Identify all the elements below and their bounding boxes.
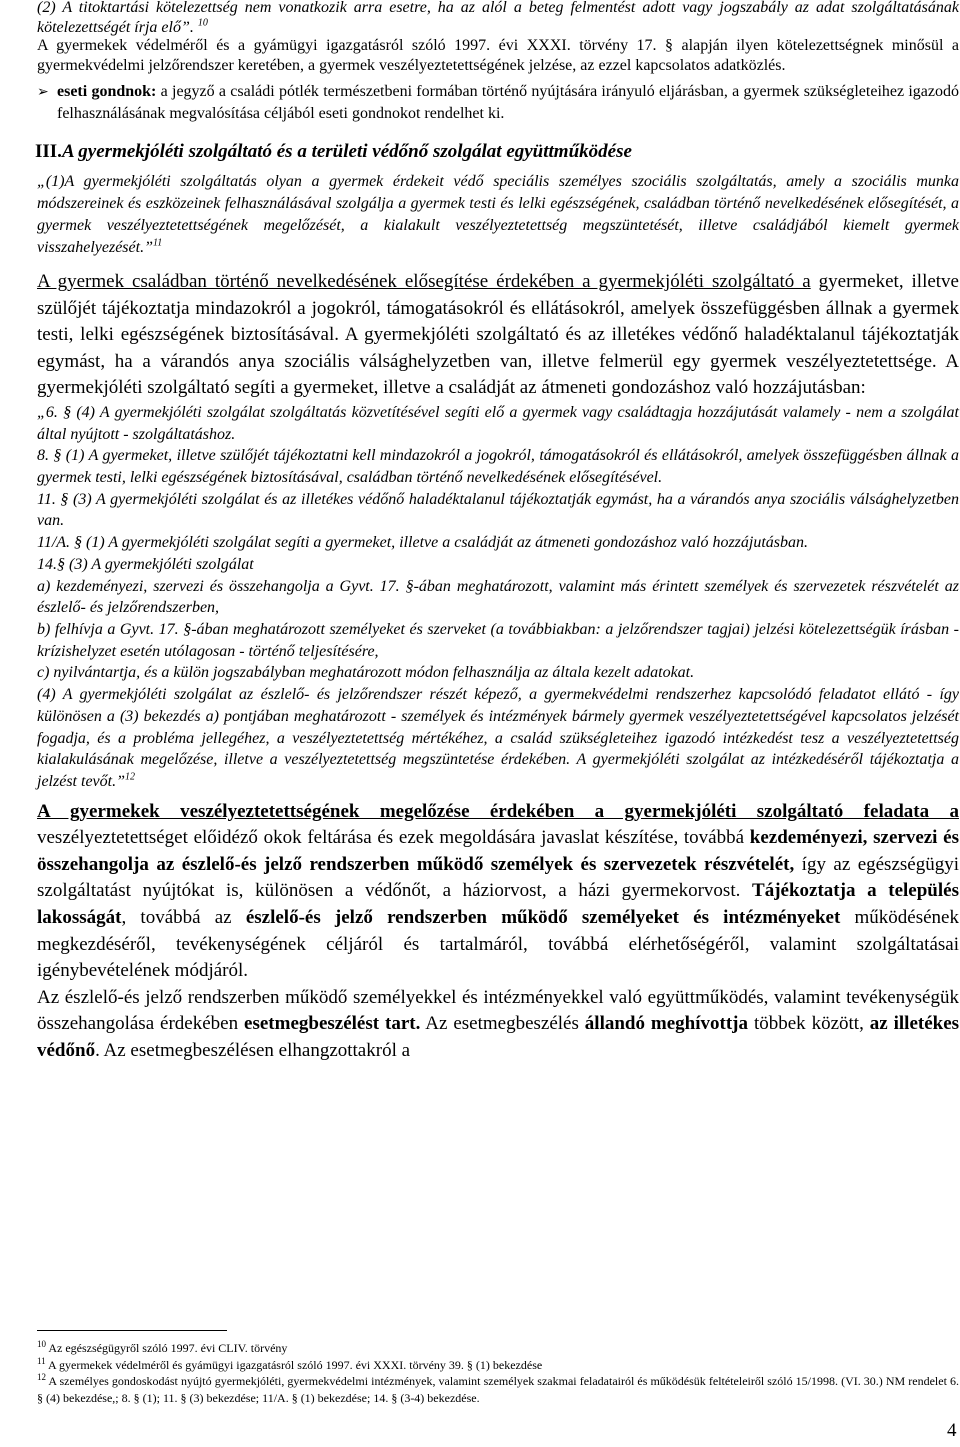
paragraph-prevention — [37, 799, 959, 985]
intro-quote-text: (2) A titoktartási kötelezettség nem vonatkozik arra esetre, ha az alól a beteg felmentést adott vagy jogszabály az adat szolgáltatásának kötelezettségét írja elő”. — [37, 0, 959, 36]
paragraph-bold: az illetékes védőnő — [37, 1013, 960, 1061]
paragraph-text: Az esetmegbeszélés — [420, 1013, 585, 1035]
footnote-number: 10 — [37, 1339, 46, 1349]
footnote-text: A személyes gondoskodást nyújtó gyermekjóléti, gyermekvédelmi intézmények, valamint személyek szakmai feladatairól és működésük feltételeiről szóló 15/1998. (VI. 30.) NM rendelet 6. § (4) bekezdése,; 8. § (1); 11. § (3) bekezdése; 11/A. § (1) bekezdése; 14. § (3-4) bekezdése. — [37, 1374, 960, 1405]
paragraph-text: így az egészségügyi szolgáltatást nyújtókat is, különösen a védőnőt, a háziorvost, a házi gyermekorvost. — [37, 853, 959, 902]
bullet-term: eseti gondnok: — [57, 83, 157, 100]
law-paragraph: 11/A. § (1) A gyermekjóléti szolgálat segíti a gyermeket, illetve a családját az átmeneti gondozáshoz való hozzájutásban. — [37, 534, 809, 552]
paragraph-bold: kezdeményezi, szervezi és összehangolja az észlelő-és jelző rendszerben működő személyek és szervezetek részvételét, — [37, 827, 959, 875]
paragraph-bold: észlelő-és jelző rendszerben működő személyeket és intézményeket — [245, 907, 841, 928]
law-paragraph: a) kezdeményezi, szervezi és összehangolja a Gyvt. 17. §-ában meghatározott, valamint más érintett személyek és szervezetek részvételét az észlelő- és jelzőrendszerben, — [37, 577, 959, 617]
law-quote-text: „(1)A gyermekjóléti szolgáltatás olyan a gyermek érdekeit védő speciális személyes szociális szolgáltatás, amely a szociális munka módszereinek és eszközeinek felhasználásával szolgálja a gyermek testi és lelki egészségének, családban történő nevelkedésének elősegítését, a gyermek veszélyeztetettségének megelőzését, a kialakult veszélyeztetettség megszüntetését, illetve családjából kiemelt gyermek visszahelyezését.” — [37, 173, 959, 256]
law-paragraph: b) felhívja a Gyvt. 17. §-ában meghatározott személyeket és szerveket (a továbbiakban: a jelzőrendszer tagjai) jelzési kötelezettségük írásban - krízishelyzet esetén utólagosan - történő teljesítésére, — [37, 621, 959, 660]
paragraph-lead: A gyermek családban történő nevelkedésének elősegítése érdekében a gyermekjóléti szolgáltató a — [37, 271, 811, 292]
section-number: III. — [35, 141, 62, 162]
bullet-item — [37, 81, 959, 125]
law-paragraph: 14.§ (3) A gyermekjóléti szolgálat — [37, 555, 254, 573]
section-title: A gyermekjóléti szolgáltató és a területi védőnő szolgálat együttműködése — [61, 141, 632, 162]
bullet-text: a jegyző a családi pótlék természetbeni formában történő nyújtására irányuló eljárásban, a gyermek szükségleteihez igazodó felhasználásának megvalósítása céljából eseti gondnokot rendelhet ki. — [57, 83, 960, 122]
footnote-text: A gyermekek védelméről és gyámügyi igazgatásról szóló 1997. évi XXXI. törvény 39. § (1) bekezdése — [48, 1357, 543, 1372]
footnote-number: 12 — [37, 1372, 46, 1383]
intro-paragraph-text: A gyermekek védelméről és a gyámügyi igazgatásról szóló 1997. évi XXXI. törvény 17. § alapján ilyen kötelezettségnek minősül a gyermekvédelmi jelzőrendszer keretében, a gyermek veszélyeztetettségének jelzése, az ezzel kapcsolatos adatközlés. — [37, 37, 959, 74]
law-quote — [37, 171, 959, 259]
footnote-separator — [37, 1330, 227, 1331]
law-paragraph: c) nyilvántartja, és a külön jogszabályban meghatározott módon felhasználja az általa kezelt adatokat. — [37, 664, 695, 682]
law-paragraph: „6. § (4) A gyermekjóléti szolgálat szolgáltatás közvetítésével segíti elő a gyermek vagy családtagja hozzájutását valamely - nem a szolgálat által nyújtott - szolgáltatáshoz. — [37, 403, 959, 443]
law-paragraph-text: (4) A gyermekjóléti szolgálat az észlelő- és jelzőrendszer részét képező, a gyermekvédelmi rendszerhez kapcsolódó feladatot ellátó - így különösen a (3) bekezdés a) pontjában meghatározott - személyek és intézmények bármely gyermek veszélyeztetettségével kapcsolatos jelzését fogadja, és a probléma jellegéhez, a veszélyeztetettség mértékéhez, a család szükségleteihez igazodó intézkedést tesz a veszélyeztetettség kialakulásának megelőzése, illetve a veszélyeztetettség megszüntetése érdekében. A gyermekjóléti szolgálat az intézkedéséről tájékoztatja a jelzést tevőt.” — [37, 686, 959, 790]
law-paragraph: 11. § (3) A gyermekjóléti szolgálat és az illetékes védőnő haladéktalanul tájékoztatják egymást, ha a várandós anya szociális válsághelyzetben van. — [37, 490, 959, 530]
paragraph-text: gyermeket, illetve szülőjét tájékoztatja mindazokról a jogokról, támogatásokról és ellátásokról, amelyek összefüggésben állnak a gyermek testi, lelki egészségének biztosításával. A gyermekjóléti szolgáltató és az illetékes védőnő haladéktalanul tájékoztatják egymást, ha a várandós anya szociális válsághelyzetben van, illetve felmerül egy gyermek veszélyeztetettsége. A gyermekjóléti szolgáltató segíti a gyermeket, illetve a családját az átmeneti gondozáshoz való hozzájutásban: — [37, 271, 959, 399]
paragraph-family-support — [37, 269, 959, 402]
paragraph-bold: állandó meghívottja — [584, 1013, 749, 1035]
paragraph-text: . Az esetmegbeszélésen elhangzottakról a — [95, 1039, 411, 1061]
arrow-bullet-icon: ➢ — [37, 84, 49, 100]
footnote-number: 11 — [37, 1355, 46, 1366]
footnote-text: Az egészségügyről szóló 1997. évi CLIV. törvény — [48, 1341, 288, 1355]
paragraph-text: működésének megkezdéséről, tevékenységének céljáról és tartalmáról, továbbá elérhetőségéről, valamint szolgáltatásai igénybevételének módjáról. — [37, 907, 959, 982]
paragraph-text: Az észlelő-és jelző rendszerben működő személyekkel és intézményekkel való együttműködés, valamint tevékenységük összehangolása érdekében — [37, 986, 959, 1035]
paragraph-bold: Tájékoztatja a település lakosságát — [37, 880, 959, 928]
intro-paragraph — [37, 36, 959, 76]
paragraph-bold: esetmegbeszélést tart. — [244, 1013, 421, 1035]
footnote — [37, 1373, 959, 1406]
footnote-ref: 10 — [197, 17, 208, 29]
paragraph-lead: A gyermekek veszélyeztetettségének megelőzése érdekében a gyermekjóléti szolgáltató feladata a — [37, 800, 959, 822]
footnote-ref: 12 — [124, 771, 135, 783]
paragraph-text: , továbbá az — [121, 907, 246, 928]
document-page — [35, 0, 960, 1441]
footnotes — [37, 1340, 959, 1406]
footnote-ref: 11 — [152, 237, 163, 249]
paragraph-text: többek között, — [748, 1013, 870, 1035]
page-number: 4 — [947, 1420, 957, 1441]
paragraph-case-meeting — [37, 985, 959, 1065]
law-paragraph: 8. § (1) A gyermeket, illetve szülőjét tájékoztatni kell mindazokról a jogokról, támogatásokról és ellátásokról, amelyek összefüggésben állnak a gyermek testi, lelki egészségének biztosításával, családban történő nevelkedésének elősegítésével. — [37, 447, 959, 487]
paragraph-text: veszélyeztetettséget előidéző okok feltárása és ezek megoldására javaslat készítése, továbbá — [37, 827, 750, 849]
intro-quote — [37, 0, 959, 38]
section-heading — [35, 139, 959, 165]
footnote — [37, 1357, 959, 1374]
footnote — [37, 1340, 959, 1357]
law-paragraph — [37, 684, 959, 793]
law-quote-block — [37, 402, 959, 793]
